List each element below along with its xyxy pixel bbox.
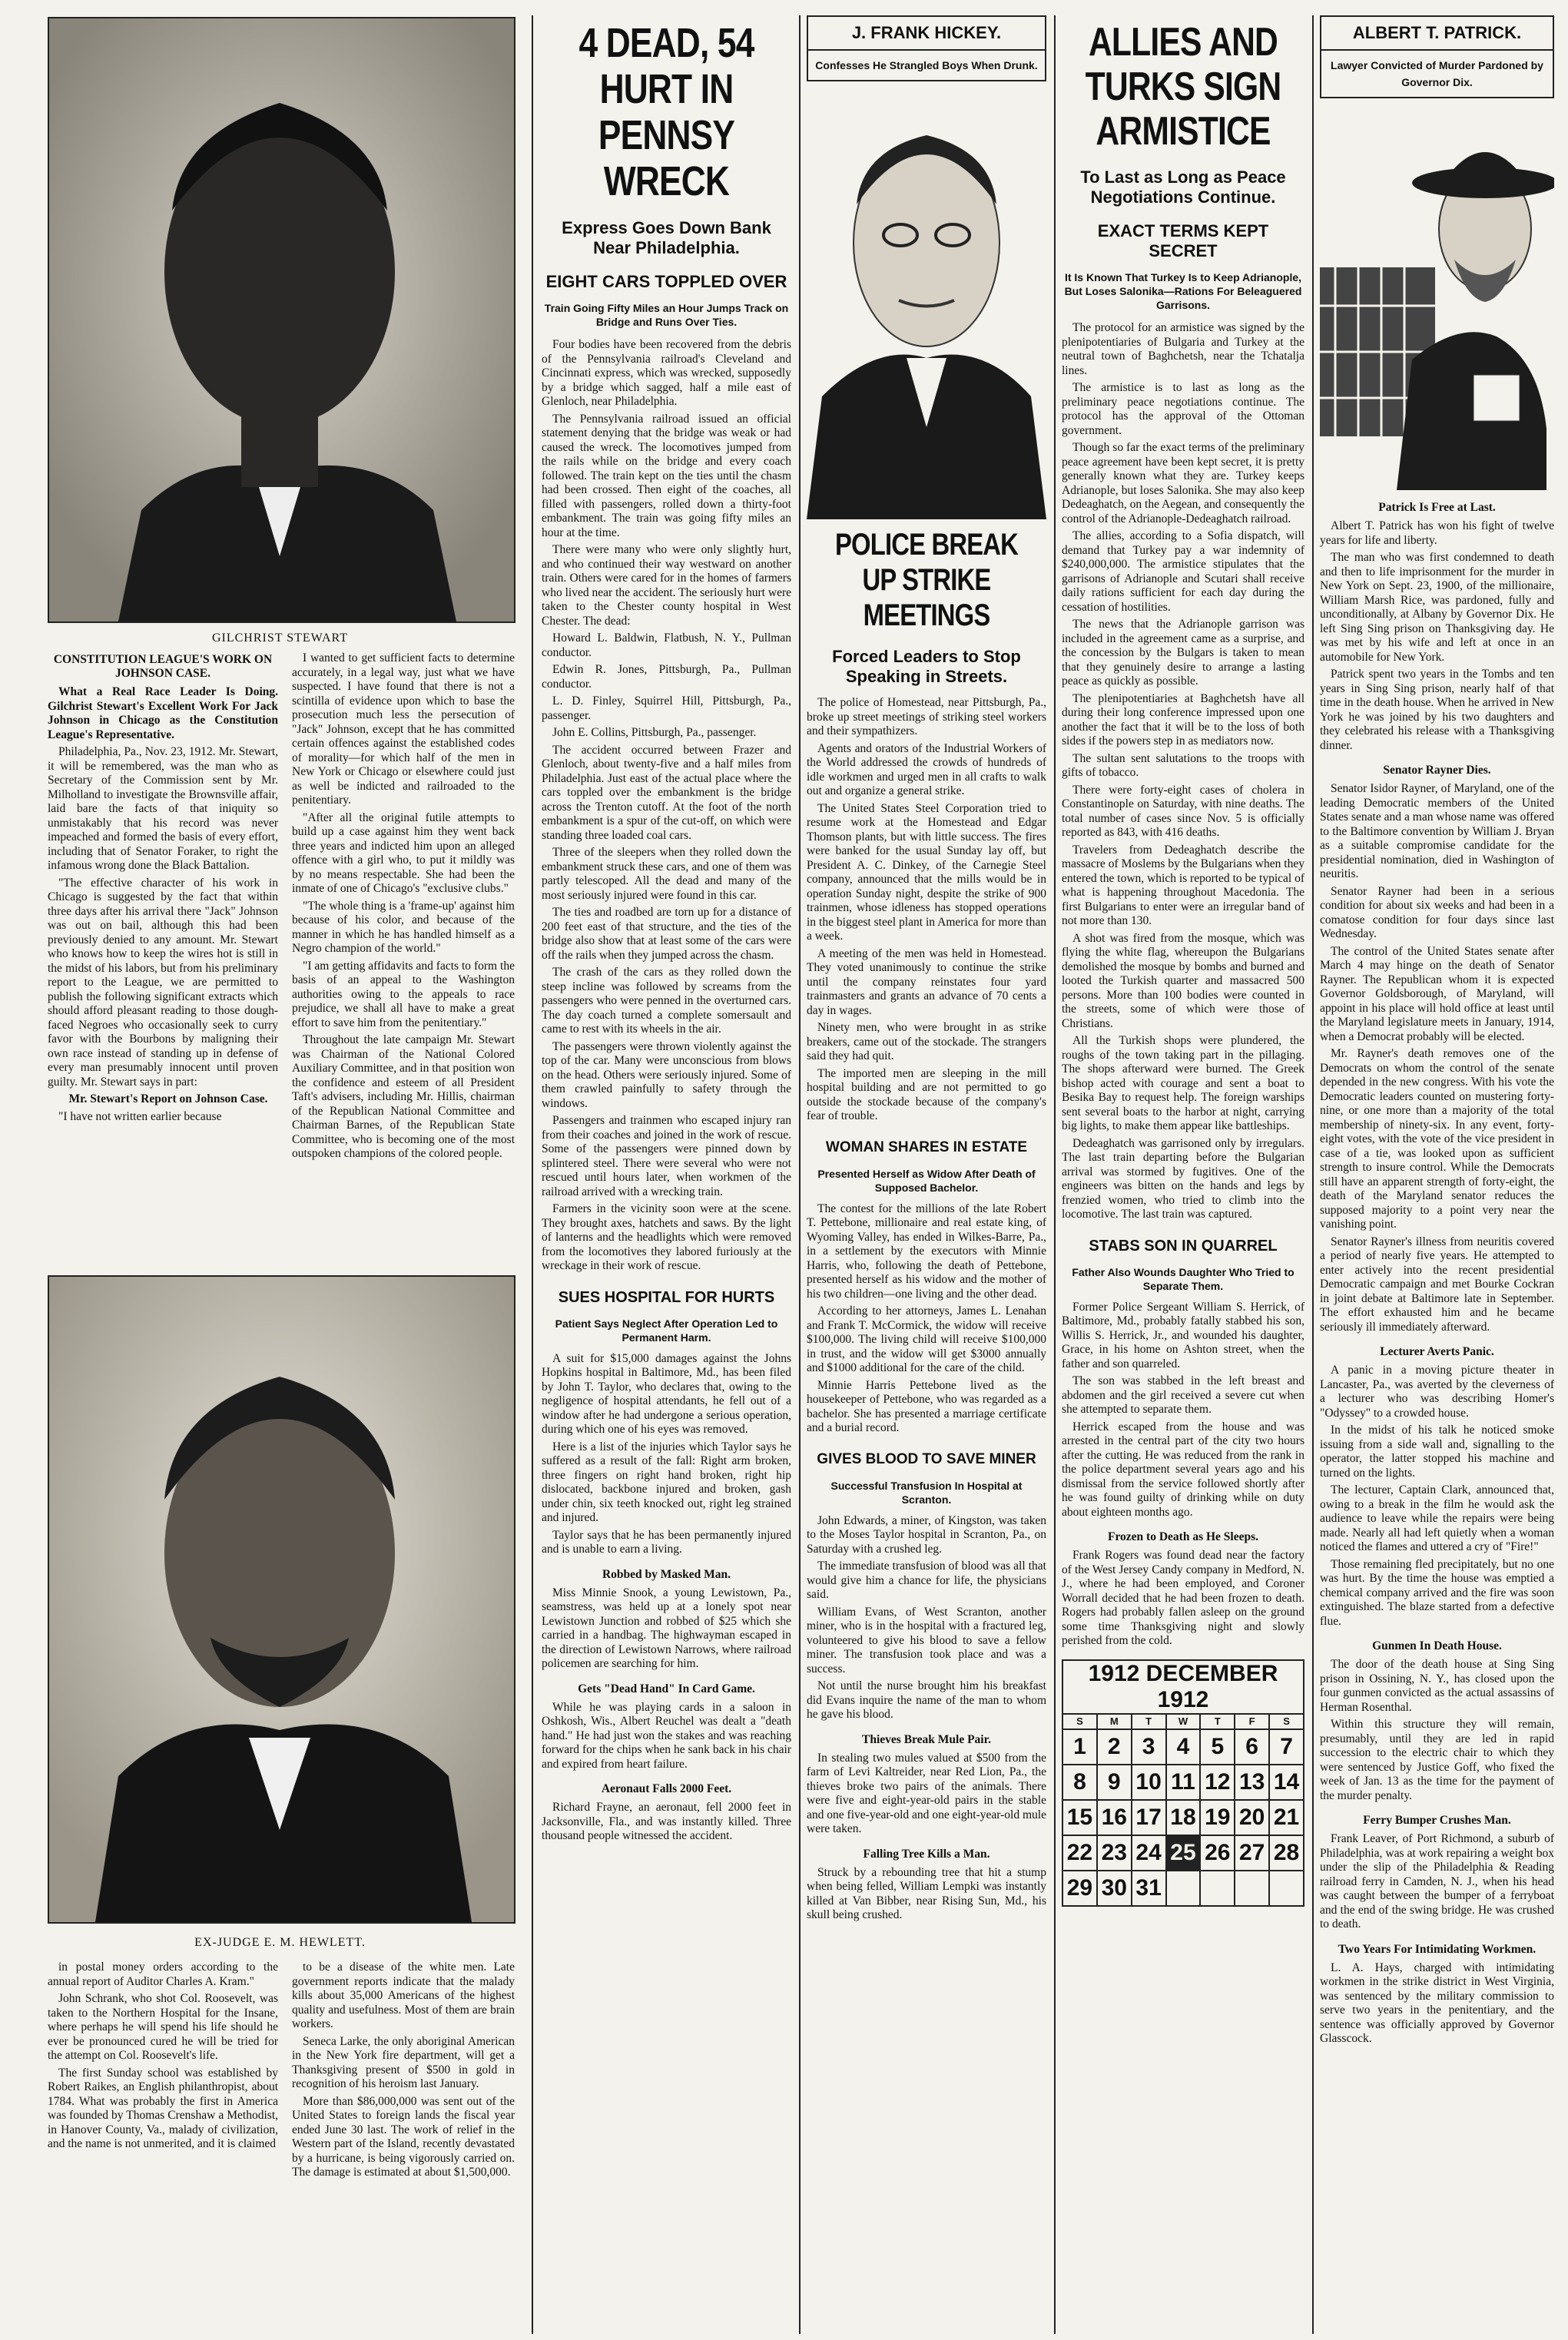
calendar-date-cell: 27 bbox=[1235, 1835, 1269, 1871]
column-rule bbox=[1312, 15, 1314, 2334]
paragraph: The Pennsylvania railroad issued an official statement denying that the bridge was weak or had caused the wreck. The locomotives jumped from the rails while on the bridge and every coach followed. The train kept on the ties until the chasm had been crossed. Then eight of the coaches, all filled with passengers, rolled down a thirty-foot embankment. The train was going fifty miles an hour at the time. bbox=[542, 412, 791, 539]
photo-caption: EX-JUDGE E. M. HEWLETT. bbox=[194, 1936, 366, 1949]
headline-sues-hospital: SUES HOSPITAL FOR HURTS bbox=[558, 1288, 775, 1306]
headline-tree: Falling Tree Kills a Man. bbox=[863, 1847, 990, 1861]
paragraph: A panic in a moving picture theater in Lancaster, Pa., was averted by the cleverness of a lecturer who was describing Homer's "Odyssey" to a crowded house. bbox=[1320, 1364, 1554, 1420]
paragraph: The plenipotentiaries at Baghchetsh have all during their long conference impressed upon one another the fact that it will be to the loss of both sides if the powers step in as mediators now. bbox=[1062, 691, 1304, 747]
calendar bbox=[1062, 1659, 1304, 1907]
paragraph: Mr. Rayner's death removes one of the Democrats on whom the control of the senate depended in the new congress. With his vote the Democratic leaders counted on mustering forty-nine, or one more than a majority of the total membership of ninety-six. In any event, forty-eight votes, with the vote of the vice president in case of a tie, was looked upon as sufficient strength to insure control. While the Democrats still have an apparent strength of forty-eight, the death of the Maryland senator reduces the supposed majority to a point very near the vanishing point. bbox=[1320, 1047, 1554, 1231]
paragraph: The United States Steel Corporation tried to resume work at the Homestead and Edgar Thomson plants, but with little success. The fires were banked for the usual Sunday lay off, but President A. C. Dinkey, of the Carnegie Steel company, announced that the mills would be in operation Sunday night, despite the strike of 900 trainmen, whose idleness has stopped operations in the biggest steel plant in America for more than a week. bbox=[807, 801, 1046, 943]
paragraph: Three of the sleepers when they rolled down the embankment struck these cars, and one of them was partly telescoped. All the dead and many of the most seriously injured were found in this car. bbox=[542, 846, 791, 902]
paragraph: The door of the death house at Sing Sing prison in Ossining, N. Y., has closed upon the four gunmen convicted as the actual assassins of Herman Rosenthal. bbox=[1320, 1658, 1554, 1714]
paragraph: In the midst of his talk he noticed smoke issuing from a side wall and, signalling to the operator, the latter stopped his machine and turned on the lights. bbox=[1320, 1424, 1554, 1480]
deck-sues-hospital: Patient Says Neglect After Operation Led to Permanent Harm. bbox=[555, 1317, 778, 1344]
paragraph: The ties and roadbed are torn up for a distance of 200 feet east of that structure, and the ties of the bridge also show that at least some of the cars were off the rails when they jumped across the chasm. bbox=[542, 906, 791, 962]
calendar-date-cell: 13 bbox=[1235, 1765, 1269, 1800]
headline-league: CONSTITUTION LEAGUE'S WORK ON JOHNSON CASE. bbox=[53, 653, 273, 680]
paragraph: Frank Rogers was found dead near the factory of the West Jersey Candy company in Medford, N. J., where he had been employed, and Coroner Worrall decided that he had been frozen to death. Rogers had probably fallen asleep on the ground some time Thanksgiving night and slowly perished from the cold. bbox=[1062, 1549, 1304, 1647]
paragraph: The man who was first condemned to death and then to life imprisonment for the murder in New York on Sept. 23, 1900, of the millionaire, William Marsh Rice, was pardoned, fully and unconditionally, at Albany by Governor Dix. He left Sing Sing prison on Thanksgiving day. He was met by his wife and left at once in an automobile for New York. bbox=[1320, 551, 1554, 664]
paragraph: Herrick escaped from the house and was arrested in the central part of the city two hours after the cutting. He was reduced from the rank in the police department several years ago and his dismissal from the service followed shortly after he was found guilty of drinking while on duty about eighteen months ago. bbox=[1062, 1420, 1304, 1519]
headline-gunmen: Gunmen In Death House. bbox=[1372, 1639, 1502, 1652]
headline-dead-hand: Gets "Dead Hand" In Card Game. bbox=[578, 1682, 755, 1695]
calendar-date-cell: 1 bbox=[1062, 1729, 1097, 1765]
column-3 bbox=[807, 15, 1046, 2334]
paragraph: Ninety men, who were brought in as strike breakers, came out of the stockade. The strangers said they had quit. bbox=[807, 1021, 1046, 1062]
headline-rayner: Senator Rayner Dies. bbox=[1383, 764, 1491, 777]
paragraph: Passengers and trainmen who escaped injury ran from their coaches and joined in the work of rescue. Some of the passengers were pinned down by splintered steel. There were several who were not rescued until hours later, when workmen of the railroad arrived with a wrecking train. bbox=[542, 1114, 791, 1198]
calendar-day-name: S bbox=[1269, 1714, 1304, 1729]
paragraph: Agents and orators of the Industrial Workers of the World addressed the crowds of hundreds of idle workmen and urged men in all crafts to walk out and organize a general strike. bbox=[807, 741, 1046, 797]
calendar-date-cell bbox=[1166, 1871, 1201, 1906]
deck-wreck-1: Express Goes Down Bank Near Philadelphia. bbox=[562, 218, 771, 257]
calendar-date-cell: 3 bbox=[1132, 1729, 1166, 1765]
deck-league: What a Real Race Leader Is Doing. Gilchrist Stewart's Excellent Work For Jack Johnson in Chicago as the Constitution League's Representative. bbox=[48, 685, 278, 741]
paragraph: There were forty-eight cases of cholera in Constantinople on Saturday, with nine deaths. The total number of cases since Nov. 5 is officially reported as 843, with 416 deaths. bbox=[1062, 783, 1304, 839]
paragraph: John Edwards, a miner, of Kingston, was taken to the Moses Taylor hospital in Scranton, Pa., on Saturday with a crushed leg. bbox=[807, 1513, 1046, 1556]
paragraph: Albert T. Patrick has won his fight of twelve years for life and liberty. bbox=[1320, 519, 1554, 547]
calendar-date-cell: 12 bbox=[1200, 1765, 1235, 1800]
calendar-date-cell: 11 bbox=[1166, 1765, 1201, 1800]
paragraph: The passengers were thrown violently against the top of the car. Many were unconscious from blows on the head. Others were seriously injured. Some of them crawled painfully to safety through the windows. bbox=[542, 1039, 791, 1110]
calendar-date-cell bbox=[1200, 1871, 1235, 1906]
calendar-day-name: S bbox=[1062, 1714, 1097, 1729]
column-5 bbox=[1320, 15, 1554, 2334]
calendar-date-cell: 18 bbox=[1166, 1800, 1201, 1835]
headline-armistice: ALLIES AND TURKS SIGN ARMISTICE bbox=[1085, 20, 1281, 154]
deck-estate: Presented Herself as Widow After Death of Supposed Bachelor. bbox=[817, 1167, 1036, 1194]
subhead: Mr. Stewart's Report on Johnson Case. bbox=[68, 1092, 268, 1105]
calendar-day-name: F bbox=[1235, 1714, 1269, 1729]
paragraph: Here is a list of the injuries which Taylor says he suffered as a result of the fall: Right arm broken, three fingers on right hand broken, right hip dislocated, backbone injured and broken, gash under chin, six teeth knocked out, right leg strained and injured. bbox=[542, 1440, 791, 1524]
paragraph: Travelers from Dedeaghatch describe the massacre of Moslems by the Bulgarians when they entered the town, which is reported to be typical of what is happening throughout Macedonia. The first Bulgarians to enter were an irregular band of not more than 130. bbox=[1062, 843, 1304, 927]
paragraph: Struck by a rebounding tree that hit a stump when being felled, William Lempki was instantly killed at Van Bibber, near Rising Sun, Md., his skull being crushed. bbox=[807, 1865, 1046, 1921]
column-rule bbox=[1054, 15, 1056, 2334]
patrick-name: ALBERT T. PATRICK. bbox=[1321, 23, 1553, 51]
paragraph: The lecturer, Captain Clark, announced that, owing to a break in the film he would ask the audience to leave while the repairs were being made. Nearly all had left quietly when a woman noticed the flames and uttered a cry of "Fire!" bbox=[1320, 1483, 1554, 1553]
headline-ferry: Ferry Bumper Crushes Man. bbox=[1363, 1814, 1511, 1827]
paragraph: Though so far the exact terms of the preliminary peace agreement have been kept secret, it is pretty generally known what they are. Turkey keeps Adrianople, but loses Salonika. She may also keep Dedeaghatch, on the Aegean, and consequently the control of the Adrianople-Dedeaghatch railroad. bbox=[1062, 441, 1304, 525]
paragraph: Senator Rayner had been in a serious condition for about six weeks and had been in a comatose condition for four days since last Wednesday. bbox=[1320, 884, 1554, 940]
calendar-date-cell: 30 bbox=[1097, 1871, 1132, 1906]
calendar-date-cell: 26 bbox=[1200, 1835, 1235, 1871]
col1b-article-league-cont bbox=[292, 651, 515, 1258]
headline-estate: WOMAN SHARES IN ESTATE bbox=[825, 1139, 1028, 1155]
paragraph: John Schrank, who shot Col. Roosevelt, was taken to the Northern Hospital for the Insane, where perhaps he will spend his life should he ever be pronounced cured he will be tried for the attempt on Col. Roosevelt's life. bbox=[48, 1992, 278, 2062]
calendar-week-row bbox=[1062, 1729, 1304, 1765]
headline-mule: Thieves Break Mule Pair. bbox=[862, 1732, 991, 1746]
paragraph: Those remaining fled precipitately, but no one was hurt. By the time the house was emptied a chemical company arrived and the fire was soon extinguished. The blaze started from a defective flue. bbox=[1320, 1557, 1554, 1628]
paragraph: "I have not written earlier because bbox=[58, 1109, 222, 1123]
calendar-week-row bbox=[1062, 1765, 1304, 1800]
headline-workmen: Two Years For Intimidating Workmen. bbox=[1338, 1942, 1537, 1956]
paragraph: More than $86,000,000 was sent out of the United States to foreign lands the fiscal year ended June 30 last. The work of relief in the Western part of the Island, recently devastated by a hurricane, is being vigorously carried on. The damage is estimated at about $1,500,000. bbox=[292, 2094, 515, 2179]
paragraph: The son was stabbed in the left breast and abdomen and the girl received a severe cut when she attempted to separate them. bbox=[1062, 1374, 1304, 1416]
calendar-day-name: M bbox=[1097, 1714, 1132, 1729]
paragraph: "After all the original futile attempts to build up a case against him they went back three years and indicted him upon an alleged offence with a girl who, to put it mildly was by no means respectable. She had been the inmate of one of Chicago's "exclusive clubs." bbox=[292, 810, 515, 895]
column-4 bbox=[1062, 15, 1304, 2334]
patrick-box bbox=[1320, 15, 1554, 98]
deck-blood: Successful Transfusion In Hospital at Scranton. bbox=[830, 1479, 1023, 1506]
calendar-date-cell: 28 bbox=[1269, 1835, 1304, 1871]
portrait-j-frank-hickey bbox=[807, 89, 1046, 519]
calendar-grid bbox=[1062, 1713, 1304, 1907]
calendar-date-cell: 20 bbox=[1235, 1800, 1269, 1835]
calendar-date-cell bbox=[1269, 1871, 1304, 1906]
calendar-day-name: W bbox=[1166, 1714, 1201, 1729]
portrait-gilchrist-stewart bbox=[48, 17, 515, 623]
paragraph: The armistice is to last as long as the preliminary peace negotiations continue. The protocol has the approval of the Ottoman government. bbox=[1062, 381, 1304, 437]
calendar-day-name: T bbox=[1132, 1714, 1166, 1729]
paragraph: The control of the United States senate after March 4 may hinge on the death of Senator Rayner. The Republican whom it is expected Governor Goldsborough, of Maryland, will appoint in his place will hold office at least until the Maryland legislature meets in January, 1914, when a Democrat probably will be elected. bbox=[1320, 944, 1554, 1043]
paragraph: Dedeaghatch was garrisoned only by irregulars. The last train departing before the Bulgarian arrival was stormed by fugitives. One of the engineers was bitten on the hands and legs by frenzied women, who tried to climb into the locomotive. The last train was captured. bbox=[1062, 1136, 1304, 1221]
paragraph: Four bodies have been recovered from the debris of the Pennsylvania railroad's Cleveland and Cincinnati express, which was wrecked, supposedly by a bridge which sagged, half a mile east of Glenloch, near Philadelphia. bbox=[542, 338, 791, 408]
headline-wreck: 4 DEAD, 54 HURT IN PENNSY WRECK bbox=[578, 20, 754, 204]
paragraph: The contest for the millions of the late Robert T. Pettebone, millionaire and real estate king, of Wyoming Valley, has ended in Wilkes-Barre, Pa., in a settlement by the executors with Minnie Harris, who, following the death of Pettebone, presented herself as his widow and the mother of his two children—one living and the other dead. bbox=[807, 1201, 1046, 1301]
paragraph: Seneca Larke, the only aboriginal American in the New York fire department, will get a Thanksgiving present of $500 in gold in recognition of his heroism last January. bbox=[292, 2034, 515, 2090]
deck-armistice-1: To Last as Long as Peace Negotiations Continue. bbox=[1080, 167, 1286, 207]
paragraph: Former Police Sergeant William S. Herrick, of Baltimore, Md., probably fatally stabbed his son, Willis S. Herrick, Jr., and wounded his daughter, Grace, in his home on Ashton street, when the father and son quarreled. bbox=[1062, 1300, 1304, 1371]
portrait-albert-patrick bbox=[1320, 106, 1554, 490]
calendar-date-cell: 25 bbox=[1166, 1835, 1201, 1871]
paragraph: The police of Homestead, near Pittsburgh, Pa., broke up street meetings of striking steel workers and their sympathizers. bbox=[807, 696, 1046, 737]
calendar-day-name: T bbox=[1200, 1714, 1235, 1729]
col1a-bottom bbox=[48, 1960, 278, 2334]
paragraph: A meeting of the men was held in Homestead. They voted unanimously to continue the strike until the company reinstates four yard trainmasters and grants an advance of 70 cents a day in wages. bbox=[807, 946, 1046, 1017]
calendar-date-cell: 21 bbox=[1269, 1800, 1304, 1835]
calendar-title: 1912 DECEMBER 1912 bbox=[1062, 1659, 1304, 1713]
paragraph: "I am getting affidavits and facts to form the basis of an appeal to the Washington authorities owing to the appeals to race prejudice, we shall all have to make a great effort to save him from the penitentiary." bbox=[292, 959, 515, 1029]
calendar-date-cell: 9 bbox=[1097, 1765, 1132, 1800]
calendar-date-cell: 6 bbox=[1235, 1729, 1269, 1765]
column-rule bbox=[532, 15, 533, 2334]
deck-police: Forced Leaders to Stop Speaking in Streets. bbox=[832, 647, 1021, 686]
calendar-date-cell: 15 bbox=[1062, 1800, 1097, 1835]
paragraph: "The effective character of his work in Chicago is suggested by the fact that within three days after his arrival there "Jack" Johnson was out on bail, although this had been previously denied to any amount. Mr. Stewart who knows how to keep the wires hot is still in the midst of his labors, but from his preliminary report to the League, we are permitted to publish the following significant extracts which should afford pleasant reading to those dough-faced Negroes who occasionally seek to curry favor with the Bourbons by maligning their own race instead of standing up in defense of every man presumably innocent until proven guilty. Mr. Stewart says in part: bbox=[48, 876, 278, 1089]
paragraph: "The whole thing is a 'frame-up' against him because of his color, and because of the manner in which he has handled himself as a Negro champion of the world." bbox=[292, 899, 515, 955]
column-rule bbox=[799, 15, 801, 2334]
paragraph: The crash of the cars as they rolled down the steep incline was followed by screams from the passengers who were penned in the overturned cars. The day coach turned a complete somersault and came to rest with its wheels in the air. bbox=[542, 966, 791, 1036]
calendar-date-cell: 16 bbox=[1097, 1800, 1132, 1835]
paragraph: The allies, according to a Sofia dispatch, will demand that Turkey pay a war indemnity of $240,000,000. The armistice stipulates that the garrisons of Adrianople and Scutari shall receive daily rations sufficient for each day during the cessation of hostilities. bbox=[1062, 529, 1304, 614]
paragraph: The sultan sent salutations to the troops with gifts of tobacco. bbox=[1062, 751, 1304, 779]
calendar-date-cell: 4 bbox=[1166, 1729, 1201, 1765]
headline-stabs: STABS SON IN QUARREL bbox=[1089, 1237, 1278, 1255]
paragraph: in postal money orders according to the annual report of Auditor Charles A. Kram." bbox=[48, 1960, 278, 1988]
paragraph: Farmers in the vicinity soon were at the scene. They brought axes, hatchets and saws. By the light of lanterns and the headlights which were removed from the locomotives they labored furiously at the wreckage in their work of rescue. bbox=[542, 1202, 791, 1272]
headline-frozen: Frozen to Death as He Sleeps. bbox=[1107, 1530, 1259, 1543]
calendar-date-cell: 14 bbox=[1269, 1765, 1304, 1800]
paragraph: There were many who were only slightly hurt, and who continued their way westward on another train. Others were cared for in the homes of farmers who lived near the accident. The seriously hurt were taken to the Chester county hospital in West Chester. The dead: bbox=[542, 543, 791, 628]
col1b-bottom bbox=[292, 1960, 515, 2334]
paragraph: All the Turkish shops were plundered, the roughs of the town taking part in the pillaging. The shops afterward were burned. The Greek bishop acted with courage and sent a boat to Besika Bay to request help. The foreign warships sent several boats to the harbor at night, carrying big lights, to make them appear like battleships. bbox=[1062, 1034, 1304, 1132]
photo-caption: GILCHRIST STEWART bbox=[211, 631, 349, 645]
paragraph: Throughout the late campaign Mr. Stewart was Chairman of the National Colored Auxiliary Committee, and in that position won the confidence and esteem of all President Taft's advisers, including Mr. Hillis, chairman of the Republican National Committee and Chairman Barnes, of the Republican State Committee, who is becoming one of the most outspoken champions of the colored people. bbox=[292, 1033, 515, 1160]
paragraph: Miss Minnie Snook, a young Lewistown, Pa., seamstress, was held up at a lonely spot near Lewistown Junction and robbed of $25 which she carried in a handbag. The highwayman escaped in the direction of Lewistown Narrows, where railroad policemen are searching for him. bbox=[542, 1586, 791, 1670]
calendar-date-cell: 2 bbox=[1097, 1729, 1132, 1765]
calendar-date-cell: 23 bbox=[1097, 1835, 1132, 1871]
paragraph: Taylor says that he has been permanently injured and is unable to earn a living. bbox=[542, 1528, 791, 1556]
paragraph: The accident occurred between Frazer and Glenloch, about twenty-five and a half miles from Philadelphia. Just east of the actual place where the cars toppled over the embankment is the bridge across the Trenton cutoff. At the foot of the north embankment is a spur of the cut-off, on which were standing three loaded coal cars. bbox=[542, 743, 791, 842]
paragraph: A suit for $15,000 damages against the Johns Hopkins hospital in Baltimore, Md., has been filed by John T. Taylor, who declares that, owing to the negligence of hospital attendants, he fell out of a window after he had undergone a serious operation, during which one of his eyes was removed. bbox=[542, 1351, 791, 1436]
paragraph: The immediate transfusion of blood was all that would give him a chance for life, the physicians said. bbox=[807, 1559, 1046, 1601]
paragraph: Howard L. Baldwin, Flatbush, N. Y., Pullman conductor. bbox=[542, 631, 791, 659]
paragraph: In stealing two mules valued at $500 from the farm of Levi Kaltreider, near Red Lion, Pa., the thieves broke two pairs of the animals. There were five and eight-year-old pairs in the stable and one five-year-old and one eight-year-old mule were taken. bbox=[807, 1751, 1046, 1835]
calendar-date-cell: 29 bbox=[1062, 1871, 1097, 1906]
paragraph: L. A. Hays, charged with intimidating workmen in the strike district in West Virginia, was sentenced by the military commission to serve two years in the penitentiary, and the sentence was officially approved by Governor Glasscock. bbox=[1320, 1960, 1554, 2045]
patrick-desc: Lawyer Convicted of Murder Pardoned by Governor Dix. bbox=[1331, 59, 1543, 88]
calendar-date-cell bbox=[1235, 1871, 1269, 1906]
deck-wreck-3: Train Going Fifty Miles an Hour Jumps Track on Bridge and Runs Over Ties. bbox=[544, 302, 789, 328]
paragraph: Minnie Harris Pettebone lived as the housekeeper of Pettebone, who was regarded as a bachelor. She has presented a marriage certificate and a burial record. bbox=[807, 1378, 1046, 1434]
column-2 bbox=[542, 15, 791, 2334]
calendar-date-cell: 5 bbox=[1200, 1729, 1235, 1765]
hickey-name: J. FRANK HICKEY. bbox=[808, 23, 1045, 51]
paragraph: The first Sunday school was established by Robert Raikes, an English philanthropist, about 1784. What was probably the first in America was founded by Thomas Crenshaw a Methodist, in Hanover County, Va., malady of civilization, and the name is not unmerited, and it is claimed bbox=[48, 2066, 278, 2150]
deck-armistice-2: EXACT TERMS KEPT SECRET bbox=[1097, 221, 1269, 260]
paragraph: The news that the Adrianople garrison was included in the agreement came as a surprise, and the concession by the Bulgars is taken to mean that they genuinely desire to arrange a lasting peace as quickly as possible. bbox=[1062, 618, 1304, 688]
calendar-week-row bbox=[1062, 1800, 1304, 1835]
calendar-date-cell: 19 bbox=[1200, 1800, 1235, 1835]
paragraph: Frank Leaver, of Port Richmond, a suburb of Philadelphia, was at work repairing a weight box under the slip of the Philadelphia & Reading railroad ferry in Camden, N. J., when his head was caught between the bumper of a ferryboat and the end of the swing bridge. He was crushed to death. bbox=[1320, 1832, 1554, 1931]
paragraph: to be a disease of the white men. Late government reports indicate that the malady kills about 35,000 Americans of the highest quality and usefulness. Most of them are brain workers. bbox=[292, 1960, 515, 2030]
paragraph: Richard Frayne, an aeronaut, fell 2000 feet in Jacksonville, Fla., and was instantly killed. Three thousand people witnessed the accident. bbox=[542, 1801, 791, 1842]
calendar-date-cell: 31 bbox=[1132, 1871, 1166, 1906]
calendar-day-header-row bbox=[1062, 1714, 1304, 1729]
paragraph: William Evans, of West Scranton, another miner, who is in the hospital with a fractured leg, volunteered to give his blood to save a fellow miner. The transfusion took place and was a success. bbox=[807, 1605, 1046, 1675]
headline-robbed: Robbed by Masked Man. bbox=[602, 1567, 731, 1581]
headline-lecturer: Lecturer Averts Panic. bbox=[1380, 1345, 1494, 1358]
calendar-date-cell: 22 bbox=[1062, 1835, 1097, 1871]
paragraph: Not until the nurse brought him his breakfast did Evans inquire the name of the man to whom he gave his blood. bbox=[807, 1679, 1046, 1721]
calendar-date-cell: 10 bbox=[1132, 1765, 1166, 1800]
headline-blood: GIVES BLOOD TO SAVE MINER bbox=[817, 1450, 1036, 1467]
paragraph: According to her attorneys, James L. Lenahan and Frank T. McCormick, the widow will receive $100,000. The living child will receive $100,000 in trust, and the widow will get $3000 annually and $1000 additional for the care of the child. bbox=[807, 1304, 1046, 1374]
paragraph: The protocol for an armistice was signed by the plenipotentiaries of Bulgaria and Turkey at the neutral town of Baghchetsh, near the Tchatalja lines. bbox=[1062, 321, 1304, 377]
calendar-date-cell: 8 bbox=[1062, 1765, 1097, 1800]
paragraph: While he was playing cards in a saloon in Oshkosh, Wis., Albert Reuchel was dealt a "death hand." He had just won the stakes and was reaching forward for the chips when he sank back in his chair and expired from heart failure. bbox=[542, 1700, 791, 1771]
calendar-date-cell: 7 bbox=[1269, 1729, 1304, 1765]
hickey-desc: Confesses He Strangled Boys When Drunk. bbox=[815, 59, 1038, 71]
col1a-article-league bbox=[48, 651, 278, 1258]
deck-wreck-2: EIGHT CARS TOPPLED OVER bbox=[545, 272, 787, 291]
headline-police: POLICE BREAK UP STRIKE MEETINGS bbox=[834, 528, 1019, 632]
headline-patrick: Patrick Is Free at Last. bbox=[1378, 501, 1496, 514]
deck-stabs: Father Also Wounds Daughter Who Tried to Separate Them. bbox=[1072, 1265, 1295, 1292]
paragraph: L. D. Finley, Squirrel Hill, Pittsburgh, Pa., passenger. bbox=[542, 694, 791, 722]
deck-armistice-3: It Is Known That Turkey Is to Keep Adrianople, But Loses Salonika—Rations For Beleaguered Garrisons. bbox=[1064, 271, 1302, 311]
paragraph: Within this structure they will remain, presumably, until they are led in rapid succession to the electric chair to which they were sentenced by Justice Goff, who fixed the week of Jan. 13 as the time for the payment of the murder penalty. bbox=[1320, 1718, 1554, 1802]
calendar-date-cell: 24 bbox=[1132, 1835, 1166, 1871]
paragraph: John E. Collins, Pittsburgh, Pa., passenger. bbox=[552, 726, 757, 739]
paragraph: Senator Rayner's illness from neuritis covered a period of nearly five years. He attempted to enter actively into the recent presidential Democratic campaign and met Bourke Cockran in joint debate at Baltimore late in September. The effort exhausted him and he became seriously ill immediately afterward. bbox=[1320, 1235, 1554, 1334]
paragraph: I wanted to get sufficient facts to determine accurately, in a legal way, just what we have suspected. I have found that there is not a scintilla of evidence upon which to base the prosecution much less the persecution of "Jack" Johnson, except that he has committed certain offences against the established codes of morality—for which half of the men in New York or Chicago or elsewhere could just as well be indicted and railroaded to the penitentiary. bbox=[292, 651, 515, 807]
calendar-week-row bbox=[1062, 1871, 1304, 1906]
paragraph: Edwin R. Jones, Pittsburgh, Pa., Pullman conductor. bbox=[542, 663, 791, 691]
calendar-date-cell: 17 bbox=[1132, 1800, 1166, 1835]
paragraph: Philadelphia, Pa., Nov. 23, 1912. Mr. Stewart, it will be remembered, was the man who as Secretary of the Commission sent by Mr. Milholland to investigate the Brownsville affair, laid bare the facts of that iniquity so unmistakably that his record was never impeached and formed the basis of every effort, including that of Senator Foraker, to right the infamous wrong done the Black Battalion. bbox=[48, 745, 278, 872]
paragraph: Patrick spent two years in the Tombs and ten years in Sing Sing prison, nearly half of that time in the death house. When he arrived in New York he was joined by his two daughters and they celebrated his release with a Thanksgiving dinner. bbox=[1320, 668, 1554, 752]
paragraph: The imported men are sleeping in the mill hospital building and are not permitted to go outside the stockade because of the company's fear of trouble. bbox=[807, 1066, 1046, 1122]
calendar-week-row bbox=[1062, 1835, 1304, 1871]
hickey-box bbox=[807, 15, 1046, 81]
paragraph: Senator Isidor Rayner, of Maryland, one of the leading Democratic members of the United States senate and a man whose name was offered to the Baltimore convention by William J. Bryan as a suitable compromise candidate for the presidential nomination, died in Washington of neuritis. bbox=[1320, 782, 1554, 880]
portrait-e-m-hewlett bbox=[48, 1275, 515, 1924]
paragraph: A shot was fired from the mosque, which was flying the white flag, whereupon the Bulgarians demolished the mosque by bombs and burned and looted the Turkish quarter and massacred 500 persons. More than 100 bodies were counted in the streets, some of which were those of Christians. bbox=[1062, 931, 1304, 1030]
headline-aeronaut: Aeronaut Falls 2000 Feet. bbox=[601, 1782, 732, 1795]
